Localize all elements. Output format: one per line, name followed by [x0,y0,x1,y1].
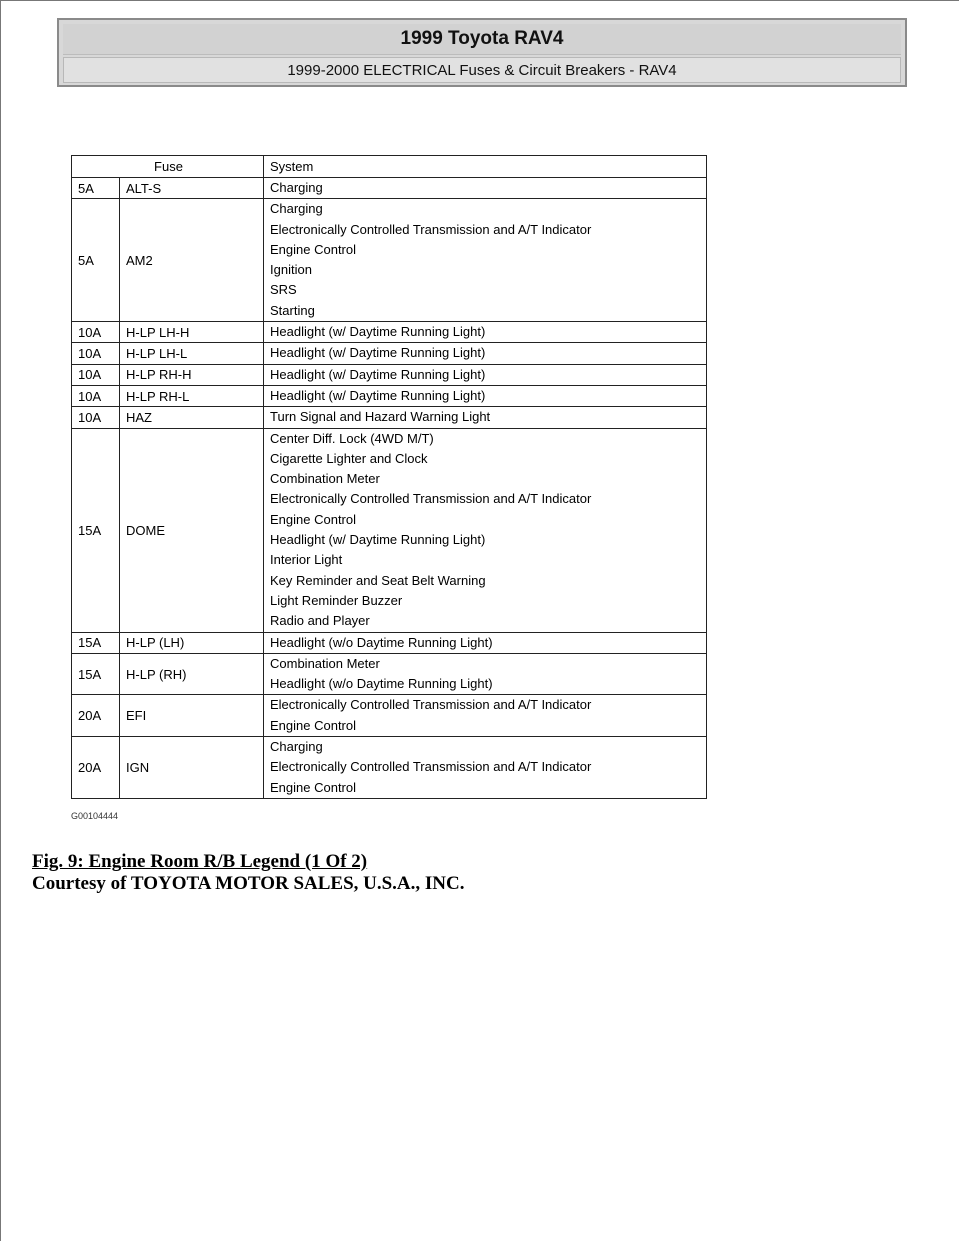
table-row [72,653,707,695]
system-entry: Engine Control [270,511,356,527]
system-entry: Interior Light [270,552,343,568]
table-row [72,199,707,322]
fuse-name: DOME [120,428,264,632]
fuse-amperage: 20A [72,737,120,799]
fuse-amperage: 5A [72,178,120,199]
document-header [57,18,907,87]
table-row [72,407,707,428]
system-entry: Combination Meter [270,655,380,671]
system-entry: Radio and Player [270,613,370,629]
system-entry: Key Reminder and Seat Belt Warning [270,572,486,588]
system-entry: Center Diff. Lock (4WD M/T) [270,430,434,446]
table-row [72,737,707,799]
fuse-systems [264,428,707,632]
fuse-name: H-LP RH-L [120,385,264,406]
fuse-systems [264,653,707,695]
table-row [72,343,707,364]
fuse-name: ALT-S [120,178,264,199]
system-entry: Headlight (w/o Daytime Running Light) [270,676,493,692]
document-subtitle: 1999-2000 ELECTRICAL Fuses & Circuit Breakers - RAV4 [63,57,901,83]
figure-code: G00104444 [71,811,119,821]
system-entry: Headlight (w/ Daytime Running Light) [270,345,486,361]
fuse-name: IGN [120,737,264,799]
table-header-row [72,156,707,178]
fuse-systems [264,385,707,406]
system-column-header: System [264,156,707,178]
system-entry: Turn Signal and Hazard Warning Light [270,409,491,425]
fuse-amperage: 10A [72,364,120,385]
fuse-systems [264,632,707,653]
fuse-amperage: 5A [72,199,120,322]
system-entry: Headlight (w/ Daytime Running Light) [270,366,486,382]
table-row [72,695,707,737]
fuse-name: H-LP RH-H [120,364,264,385]
fuse-amperage: 15A [72,632,120,653]
fuse-amperage: 20A [72,695,120,737]
table-row [72,632,707,653]
system-entry: Cigarette Lighter and Clock [270,450,428,466]
fuse-name: AM2 [120,199,264,322]
system-entry: Electronically Controlled Transmission and A/T Indicator [270,759,592,775]
fuse-systems [264,364,707,385]
system-entry: Electronically Controlled Transmission and A/T Indicator [270,491,592,507]
system-entry: Charging [270,201,323,217]
fuse-name: HAZ [120,407,264,428]
system-entry: Charging [270,180,323,195]
fuse-name: H-LP (RH) [120,653,264,695]
system-entry: Charging [270,739,323,755]
system-entry: Ignition [270,262,312,278]
figure-caption [32,851,465,895]
table-row [72,364,707,385]
system-entry: Starting [270,302,315,318]
fuse-column-header: Fuse [72,156,264,178]
system-entry: Headlight (w/o Daytime Running Light) [270,634,493,650]
fuse-systems [264,199,707,322]
fuse-systems [264,178,707,199]
fuse-table-body [72,178,707,799]
system-entry: Headlight (w/ Daytime Running Light) [270,532,486,548]
system-entry: SRS [270,282,297,298]
fuse-name: H-LP LH-H [120,322,264,343]
system-entry: Combination Meter [270,471,380,487]
fuse-name: EFI [120,695,264,737]
fuse-amperage: 15A [72,428,120,632]
system-entry: Light Reminder Buzzer [270,592,403,608]
fuse-amperage: 10A [72,343,120,364]
fuse-systems [264,322,707,343]
document-title: 1999 Toyota RAV4 [63,24,901,55]
fuse-systems [264,737,707,799]
table-row [72,385,707,406]
fuse-amperage: 10A [72,385,120,406]
fuse-amperage: 10A [72,407,120,428]
fuse-systems [264,343,707,364]
system-entry: Headlight (w/ Daytime Running Light) [270,324,486,340]
fuse-name: H-LP (LH) [120,632,264,653]
courtesy-line: Courtesy of TOYOTA MOTOR SALES, U.S.A., INC. [32,873,465,894]
fuse-legend-table [71,155,707,799]
fuse-systems [264,407,707,428]
table-row [72,322,707,343]
fuse-name: H-LP LH-L [120,343,264,364]
figure-title: Fig. 9: Engine Room R/B Legend (1 Of 2) [32,851,368,872]
system-entry: Engine Control [270,717,356,733]
system-entry: Engine Control [270,779,356,795]
table-row [72,178,707,199]
system-entry: Electronically Controlled Transmission and A/T Indicator [270,697,592,713]
fuse-amperage: 10A [72,322,120,343]
system-entry: Electronically Controlled Transmission and A/T Indicator [270,221,592,237]
table-row [72,428,707,632]
fuse-amperage: 15A [72,653,120,695]
system-entry: Engine Control [270,241,356,257]
fuse-systems [264,695,707,737]
system-entry: Headlight (w/ Daytime Running Light) [270,387,486,403]
